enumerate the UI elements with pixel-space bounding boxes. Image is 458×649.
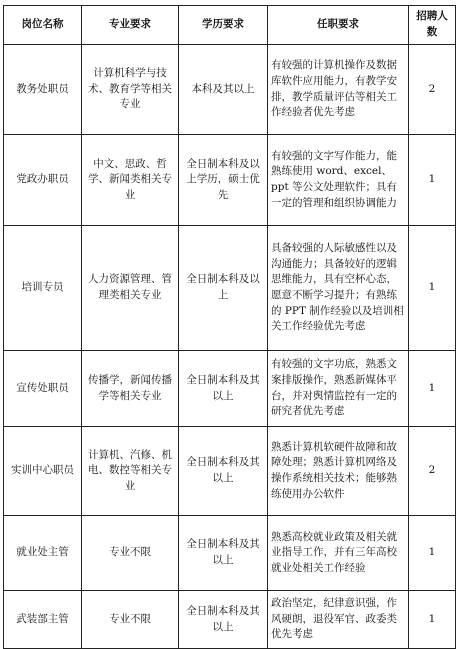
- table-row: [4, 516, 456, 591]
- cell-title: 武装部主管: [4, 591, 82, 649]
- cell-title: 宣传处职员: [4, 351, 82, 427]
- cell-title: 教务处职员: [4, 45, 82, 135]
- cell-major: 中文、思政、哲学、新闻类相关专业: [82, 135, 179, 226]
- cell-count: 2: [409, 427, 456, 516]
- cell-count: 1: [409, 351, 456, 427]
- cell-major: 专业不限: [82, 591, 179, 649]
- table-row: [4, 591, 456, 649]
- header-major: 专业要求: [82, 6, 179, 45]
- cell-education: 本科及其以上: [179, 45, 268, 135]
- table-row: [4, 45, 456, 135]
- cell-major: 传播学，新闻传播学等相关专业: [82, 351, 179, 427]
- cell-title: 实训中心职员: [4, 427, 82, 516]
- cell-education: 全日制本科及其以上: [179, 351, 268, 427]
- cell-count: 1: [409, 591, 456, 649]
- table-header-row: [4, 6, 456, 45]
- header-title: 岗位名称: [4, 6, 82, 45]
- cell-major: 人力资源管理、管理类相关专业: [82, 226, 179, 351]
- cell-education: 全日制本科及以上学历，硕士优先: [179, 135, 268, 226]
- cell-title: 培训专员: [4, 226, 82, 351]
- cell-title: 就业处主管: [4, 516, 82, 591]
- header-requirements: 任职要求: [268, 6, 409, 45]
- cell-major: 专业不限: [82, 516, 179, 591]
- cell-title: 党政办职员: [4, 135, 82, 226]
- cell-requirements: 有较强的文字写作能力，能熟练使用 word、excel、ppt 等公文处理软件；具有一定的管理和组织协调能力: [268, 135, 409, 226]
- table-row: [4, 226, 456, 351]
- cell-education: 全日制本科及其以上: [179, 427, 268, 516]
- table-row: [4, 135, 456, 226]
- cell-requirements: 具备较强的人际敏感性以及沟通能力；具备较好的逻辑思维能力，具有空杯心态，愿意不断学习提升；有熟练的 PPT 制作经验以及培训相关工作经验优先考虑: [268, 226, 409, 351]
- recruitment-table: [3, 5, 456, 649]
- table-row: [4, 351, 456, 427]
- cell-count: 1: [409, 226, 456, 351]
- cell-education: 全日制本科及其以上: [179, 591, 268, 649]
- header-count: 招聘人数: [409, 6, 456, 45]
- cell-education: 全日制本科及其以上: [179, 516, 268, 591]
- cell-requirements: 政治坚定，纪律意识强，作风硬朗，退役军官、政委类优先考虑: [268, 591, 409, 649]
- cell-count: 2: [409, 45, 456, 135]
- cell-requirements: 熟悉计算机软硬件故障和故障处理；熟悉计算机网络及操作系统相关技术；能够熟练使用办公软件: [268, 427, 409, 516]
- cell-education: 全日制本科及以上: [179, 226, 268, 351]
- cell-requirements: 有较强的文字功底，熟悉文案排版操作，熟悉新媒体平台，并对舆情监控有一定的研究者优先考虑: [268, 351, 409, 427]
- cell-count: 1: [409, 135, 456, 226]
- cell-major: 计算机科学与技术、教育学等相关专业: [82, 45, 179, 135]
- cell-requirements: 熟悉高校就业政策及相关就业指导工作，并有三年高校就业处相关工作经验: [268, 516, 409, 591]
- cell-major: 计算机、汽修、机电、数控等相关专业: [82, 427, 179, 516]
- table-row: [4, 427, 456, 516]
- header-education: 学历要求: [179, 6, 268, 45]
- cell-requirements: 有较强的计算机操作及数据库软件应用能力，有教学安排，教学质量评估等相关工作经验者优先考虑: [268, 45, 409, 135]
- cell-count: 1: [409, 516, 456, 591]
